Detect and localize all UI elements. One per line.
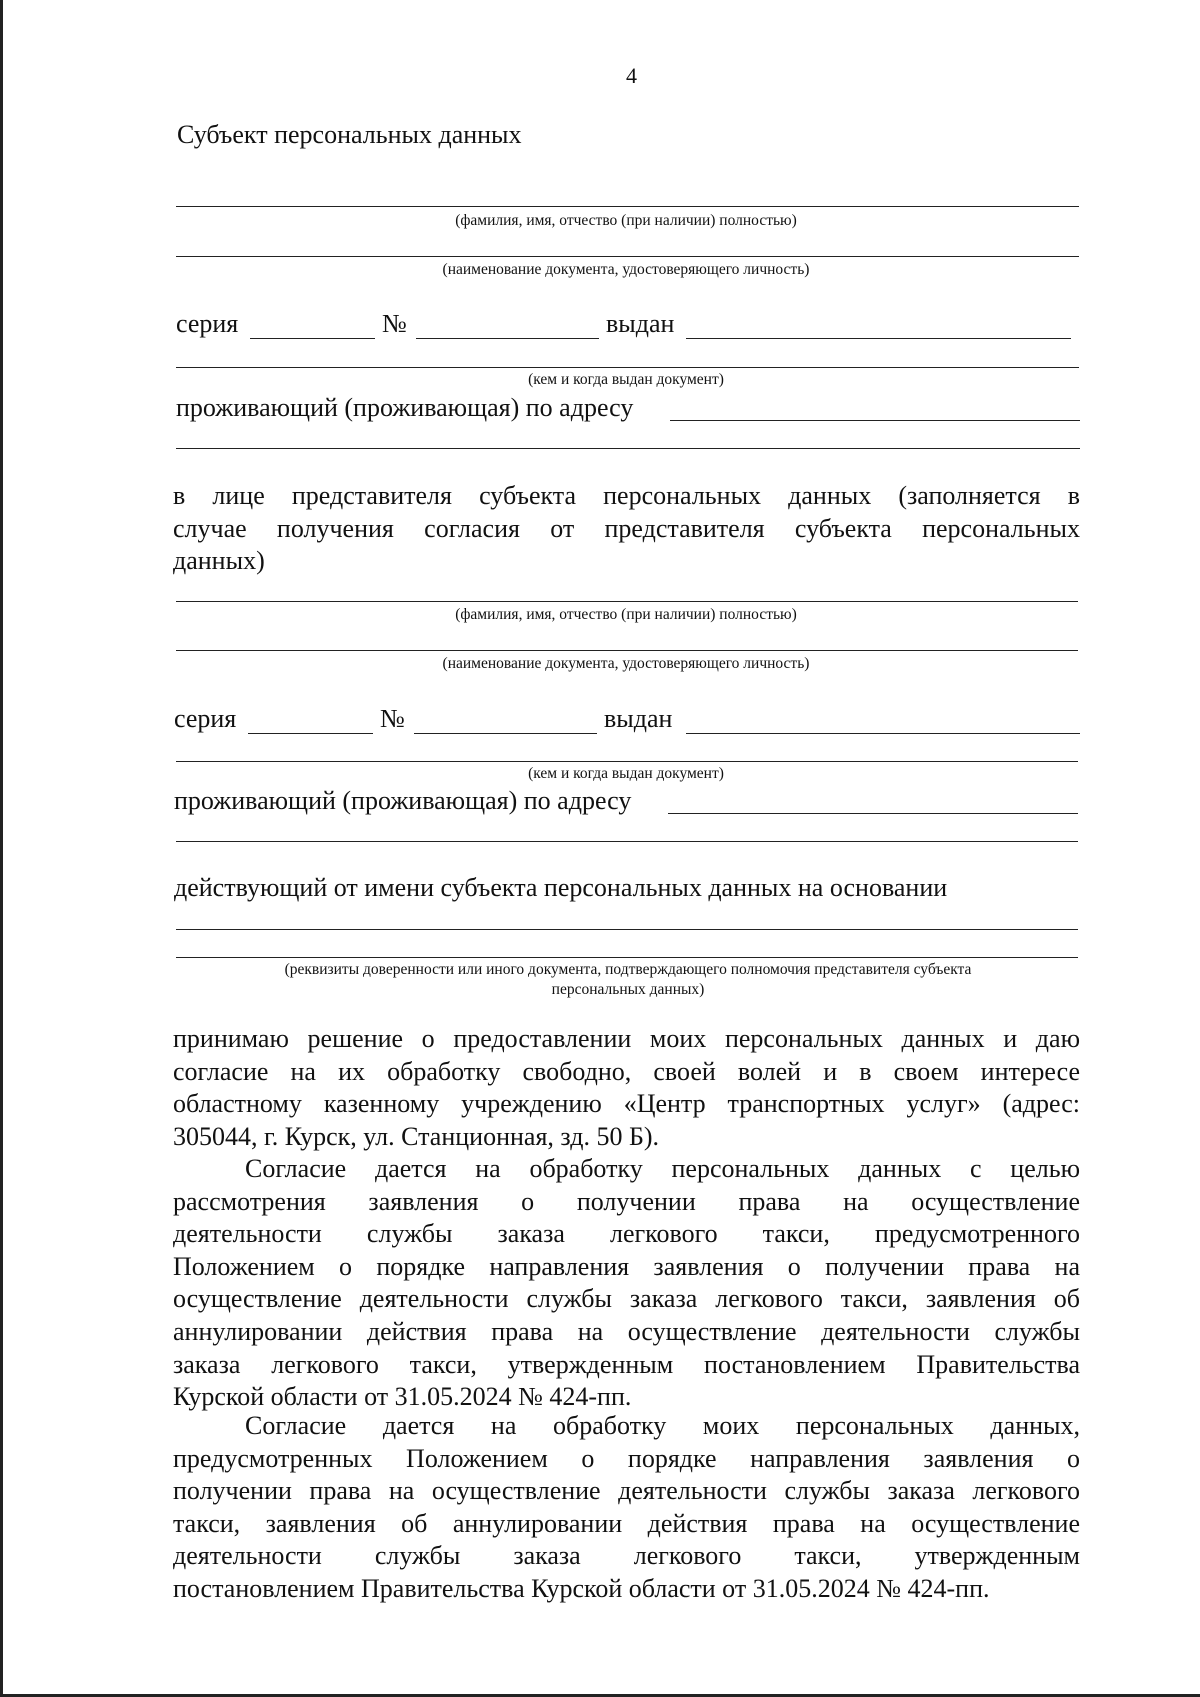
- consent-paragraph-2: [173, 1153, 1080, 1414]
- subject-issued-label: выдан: [606, 309, 675, 338]
- paragraph-line: получении права на осуществление деятельности службы заказа легкового: [173, 1476, 1080, 1506]
- basis-caption-line-1: (реквизиты доверенности или иного документа, подтверждающего полномочия представителя субъекта: [284, 961, 972, 978]
- paragraph-line: 305044, г. Курск, ул. Станционная, зд. 50 Б).: [173, 1121, 660, 1151]
- paragraph-line: Согласие дается на обработку моих персональных данных,: [245, 1411, 1080, 1440]
- subject-address-field[interactable]: [670, 420, 1080, 421]
- subject-address-field-2[interactable]: [176, 448, 1080, 449]
- subject-doc-field[interactable]: [176, 256, 1079, 257]
- subject-issued-caption: (кем и когда выдан документ): [528, 371, 724, 388]
- paragraph-line: Согласие дается на обработку персональных данных с целью: [245, 1154, 1080, 1183]
- representative-doc-field[interactable]: [176, 650, 1078, 651]
- representative-basis-field[interactable]: [176, 929, 1078, 930]
- paragraph-line: постановлением Правительства Курской области от 31.05.2024 № 424-пп.: [173, 1573, 990, 1603]
- representative-issued-field-2[interactable]: [176, 761, 1078, 762]
- subject-series-label: серия: [176, 309, 239, 338]
- consent-paragraph-1: [173, 1023, 1080, 1153]
- section-title: Субъект персональных данных: [177, 120, 522, 149]
- representative-acting-label: действующий от имени субъекта персональных данных на основании: [174, 873, 948, 902]
- representative-issued-field[interactable]: [686, 733, 1080, 734]
- subject-number-label: №: [382, 309, 407, 338]
- paragraph-line: деятельности службы заказа легкового такси, утвержденным: [173, 1541, 1080, 1571]
- representative-address-field-2[interactable]: [176, 841, 1078, 842]
- subject-address-label: проживающий (проживающая) по адресу: [176, 393, 634, 422]
- subject-issued-field-2[interactable]: [176, 367, 1079, 368]
- subject-fio-caption: (фамилия, имя, отчество (при наличии) полностью): [455, 212, 797, 229]
- consent-paragraph-3: [173, 1410, 1080, 1606]
- subject-doc-caption: (наименование документа, удостоверяющего личность): [442, 261, 810, 278]
- representative-intro-line: случае получения согласия от представителя субъекта персональных: [173, 513, 1080, 543]
- representative-series-label: серия: [174, 704, 237, 733]
- representative-doc-caption: (наименование документа, удостоверяющего личность): [442, 655, 810, 672]
- paragraph-line: аннулировании действия права на осуществление деятельности службы: [173, 1316, 1080, 1346]
- paragraph-line: предусмотренных Положением о порядке направления заявления о: [173, 1443, 1080, 1473]
- subject-number-field[interactable]: [416, 338, 599, 339]
- paragraph-line: Положением о порядке направления заявления о получении права на: [173, 1251, 1080, 1281]
- representative-fio-field[interactable]: [176, 601, 1078, 602]
- representative-intro-line: в лице представителя субъекта персональных данных (заполняется в: [173, 481, 1080, 510]
- representative-basis-caption: [213, 960, 1043, 1000]
- paragraph-line: осуществление деятельности службы заказа легкового такси, заявления об: [173, 1284, 1080, 1314]
- paragraph-line: принимаю решение о предоставлении моих персональных данных и даю: [173, 1024, 1080, 1053]
- representative-fio-caption: (фамилия, имя, отчество (при наличии) полностью): [455, 606, 797, 623]
- representative-issued-label: выдан: [604, 704, 673, 733]
- page-number: 4: [626, 63, 637, 88]
- representative-basis-field-2[interactable]: [176, 957, 1078, 958]
- paragraph-line: согласие на их обработку свободно, своей волей и в своем интересе: [173, 1056, 1080, 1086]
- paragraph-line: такси, заявления об аннулировании действия права на осуществление: [173, 1508, 1080, 1538]
- paragraph-line: областному казенному учреждению «Центр транспортных услуг» (адрес:: [173, 1089, 1080, 1119]
- basis-caption-line-2: персональных данных): [551, 981, 705, 998]
- subject-fio-field[interactable]: [176, 206, 1079, 207]
- paragraph-line: заказа легкового такси, утвержденным постановлением Правительства: [173, 1349, 1080, 1379]
- representative-number-label: №: [380, 704, 405, 733]
- representative-intro: [173, 480, 1080, 578]
- representative-number-field[interactable]: [414, 733, 597, 734]
- paragraph-line: деятельности службы заказа легкового такси, предусмотренного: [173, 1219, 1080, 1249]
- representative-intro-line: данных): [173, 546, 265, 576]
- representative-series-field[interactable]: [248, 733, 373, 734]
- paragraph-line: рассмотрения заявления о получении права на осуществление: [173, 1186, 1080, 1216]
- representative-address-label: проживающий (проживающая) по адресу: [174, 786, 632, 815]
- scan-edge-left: [0, 0, 3, 1697]
- representative-address-field[interactable]: [668, 813, 1078, 814]
- representative-issued-caption: (кем и когда выдан документ): [528, 765, 724, 782]
- subject-issued-field[interactable]: [686, 338, 1071, 339]
- subject-series-field[interactable]: [250, 338, 375, 339]
- paragraph-line: Курской области от 31.05.2024 № 424-пп.: [173, 1382, 632, 1412]
